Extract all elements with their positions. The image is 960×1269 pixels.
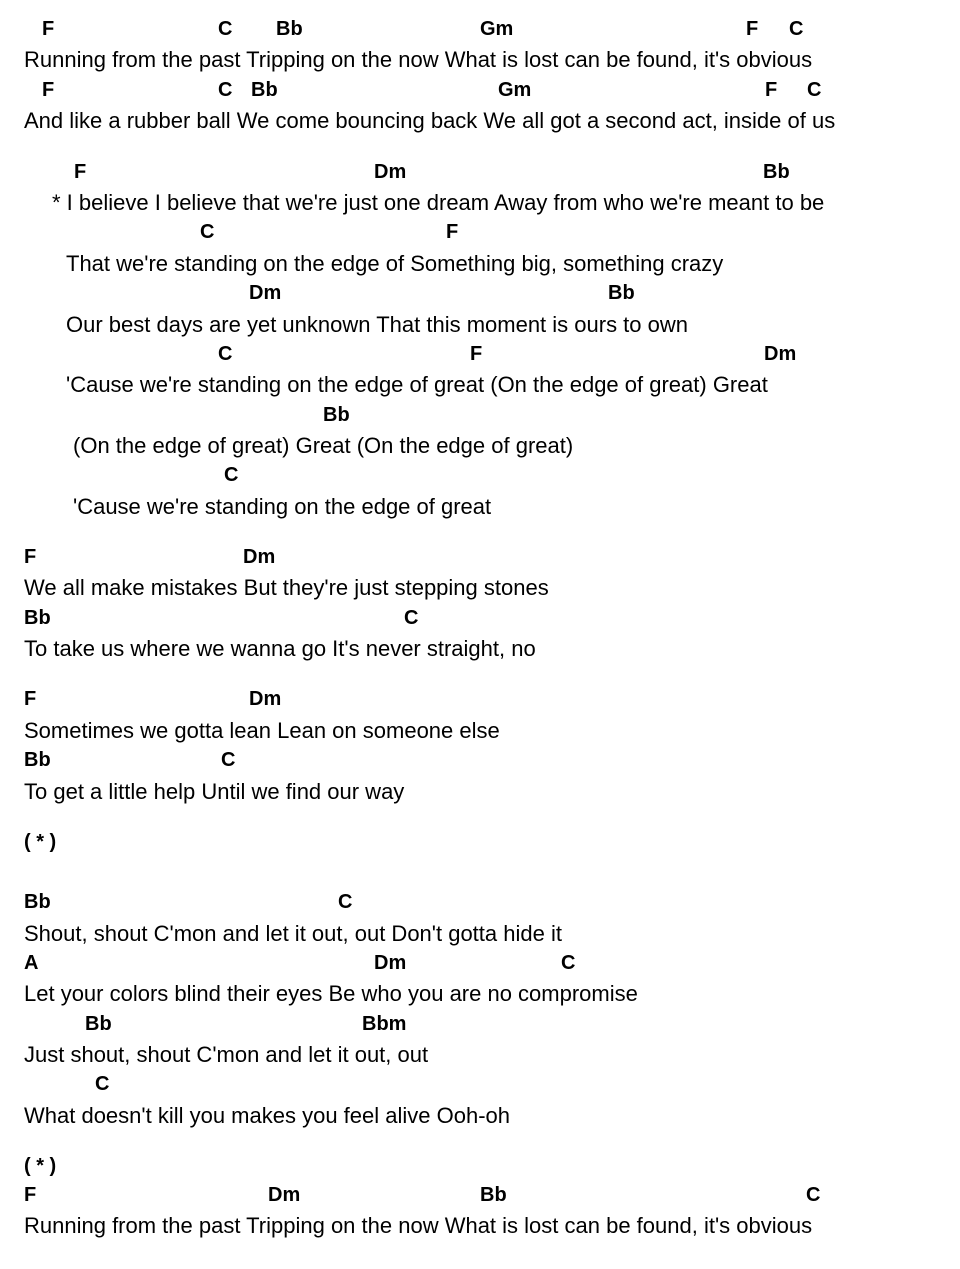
chord: Bb (251, 79, 278, 101)
lyric-line: Shout, shout C'mon and let it out, out Don't gotta hide it (24, 921, 562, 946)
chord: F (42, 79, 55, 101)
chord: Bb (763, 161, 790, 183)
lyric-line: Sometimes we gotta lean Lean on someone else (24, 718, 500, 743)
lyric-line: Running from the past Tripping on the now What is lost can be found, it's obvious (24, 1213, 813, 1238)
lyric-line: That we're standing on the edge of Something big, something crazy (66, 251, 724, 276)
chord: C (807, 79, 822, 101)
lyric-line: And like a rubber ball We come bouncing back We all got a second act, inside of us (24, 108, 836, 133)
lyric-line: To get a little help Until we find our way (24, 779, 405, 804)
chord: C (200, 221, 215, 243)
chord: Bb (276, 18, 303, 40)
chord: Bb (24, 891, 51, 913)
chord: F (42, 18, 55, 40)
lyric-line: Running from the past Tripping on the now What is lost can be found, it's obvious (24, 47, 813, 72)
chord: C (218, 18, 233, 40)
chord: C (224, 464, 239, 486)
chord: F (446, 221, 459, 243)
chord: Bb (480, 1184, 507, 1206)
chord: Bb (24, 749, 51, 771)
chord: C (221, 749, 236, 771)
chord: Dm (268, 1184, 301, 1206)
chord: Bb (608, 282, 635, 304)
chord: Dm (249, 688, 282, 710)
lyric-line: (On the edge of great) Great (On the edge of great) (73, 433, 574, 458)
chorus-repeat-marker: ( * ) (24, 831, 57, 853)
chord: Bbm (362, 1013, 407, 1035)
chord: C (218, 343, 233, 365)
chord: Bb (24, 607, 51, 629)
lyric-line: We all make mistakes But they're just stepping stones (24, 575, 549, 600)
lyric-line: To take us where we wanna go It's never straight, no (24, 636, 536, 661)
chord: A (24, 952, 39, 974)
chord: C (95, 1073, 110, 1095)
chorus-repeat-marker: ( * ) (24, 1155, 57, 1177)
chord: Dm (764, 343, 797, 365)
chord: C (806, 1184, 821, 1206)
chord: F (24, 688, 37, 710)
chord: C (218, 79, 233, 101)
lyric-line: Let your colors blind their eyes Be who you are no compromise (24, 981, 638, 1006)
chord: F (746, 18, 759, 40)
chord: Dm (243, 546, 276, 568)
chord: C (789, 18, 804, 40)
chord: F (470, 343, 483, 365)
chord: F (765, 79, 778, 101)
chord: F (74, 161, 87, 183)
chord: Bb (323, 404, 350, 426)
chord: Bb (85, 1013, 112, 1035)
lyric-line: Our best days are yet unknown That this moment is ours to own (66, 312, 689, 337)
chord: Dm (374, 952, 407, 974)
lyric-line: 'Cause we're standing on the edge of great (On the edge of great) Great (66, 372, 768, 397)
chord: Dm (374, 161, 407, 183)
lyric-line: What doesn't kill you makes you feel alive Ooh-oh (24, 1103, 510, 1128)
chord: F (24, 1184, 37, 1206)
chord: Gm (480, 18, 514, 40)
chord: C (404, 607, 419, 629)
lyric-line: * I believe I believe that we're just one dream Away from who we're meant to be (52, 190, 825, 215)
chord: Dm (249, 282, 282, 304)
chord: C (338, 891, 353, 913)
lyric-line: 'Cause we're standing on the edge of great (73, 494, 492, 519)
chord: Gm (498, 79, 532, 101)
chord: F (24, 546, 37, 568)
lyric-line: Just shout, shout C'mon and let it out, out (24, 1042, 429, 1067)
chord: C (561, 952, 576, 974)
